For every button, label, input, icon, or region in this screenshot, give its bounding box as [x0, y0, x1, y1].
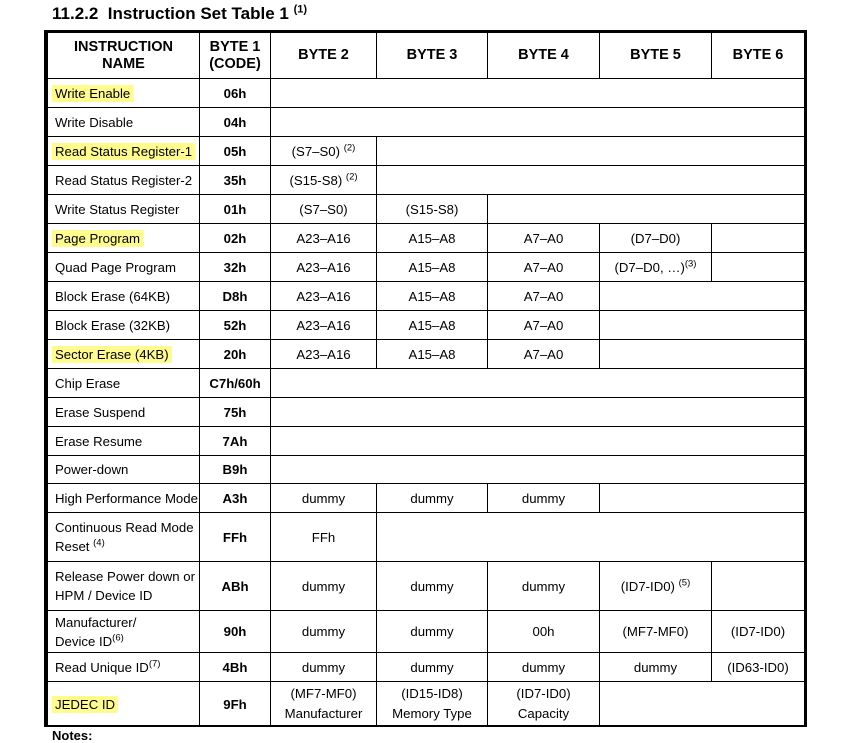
byte2-cell: dummy [271, 653, 377, 682]
byte3-cell: (ID15-ID8) Memory Type [377, 682, 488, 727]
byte4-cell: A7–A0 [488, 282, 600, 311]
notes-label: Notes: [52, 728, 93, 743]
section-number: 11.2.2 [52, 4, 99, 23]
table-row [48, 340, 805, 369]
empty-cell [488, 195, 805, 224]
byte6-cell: (ID63-ID0) [712, 653, 805, 682]
table-row [48, 682, 805, 727]
instruction-code: ABh [200, 562, 271, 611]
byte2-cell: A23–A16 [271, 253, 377, 282]
table-row [48, 137, 805, 166]
instruction-code: 75h [200, 398, 271, 427]
instruction-name: Write Disable [48, 108, 200, 137]
instruction-table [44, 30, 807, 727]
table-row [48, 484, 805, 513]
byte3-cell: dummy [377, 562, 488, 611]
byte3-cell: dummy [377, 653, 488, 682]
table-row [48, 166, 805, 195]
byte6-cell [712, 562, 805, 611]
byte3-cell: (S15-S8) [377, 195, 488, 224]
byte5-cell: (D7–D0, …)$^{(3)}$ [600, 253, 712, 282]
instruction-name: Release Power down or HPM / Device ID [48, 562, 200, 611]
byte2-cell: dummy [271, 484, 377, 513]
byte2-cell: A23–A16 [271, 340, 377, 369]
table-row [48, 311, 805, 340]
table-row [48, 369, 805, 398]
byte2-cell: A23–A16 [271, 282, 377, 311]
table-row [48, 282, 805, 311]
byte4-cell: A7–A0 [488, 224, 600, 253]
byte2-cell: A23–A16 [271, 311, 377, 340]
instruction-name: Manufacturer/ Device ID$^{(6)}$ [48, 611, 200, 653]
instruction-name: Block Erase (32KB) [48, 311, 200, 340]
table-row [48, 456, 805, 484]
empty-cell [271, 398, 805, 427]
empty-cell [271, 108, 805, 137]
table-row [48, 398, 805, 427]
empty-cell [271, 79, 805, 108]
instruction-name: Write Enable [48, 79, 200, 108]
empty-cell [271, 427, 805, 456]
instruction-name: Erase Resume [48, 427, 200, 456]
instruction-code: 7Ah [200, 427, 271, 456]
empty-cell [377, 513, 805, 562]
table-row [48, 427, 805, 456]
instruction-name: Erase Suspend [48, 398, 200, 427]
table-row [48, 653, 805, 682]
instruction-code: 20h [200, 340, 271, 369]
instruction-code: 01h [200, 195, 271, 224]
header-byte3: BYTE 3 [377, 33, 488, 79]
table-row [48, 195, 805, 224]
instruction-code: 35h [200, 166, 271, 195]
instruction-code: D8h [200, 282, 271, 311]
instruction-name: Page Program [48, 224, 200, 253]
byte5-cell: (D7–D0) [600, 224, 712, 253]
section-title: Instruction Set Table 1 [107, 4, 289, 23]
header-instruction-name: INSTRUCTION NAME [48, 33, 200, 79]
byte2-cell: FFh [271, 513, 377, 562]
instruction-code: B9h [200, 456, 271, 484]
byte3-cell: A15–A8 [377, 224, 488, 253]
empty-cell [271, 456, 805, 484]
byte4-cell: A7–A0 [488, 340, 600, 369]
instruction-code: 32h [200, 253, 271, 282]
byte3-cell: dummy [377, 484, 488, 513]
byte4-cell: 00h [488, 611, 600, 653]
byte3-cell: dummy [377, 611, 488, 653]
section-footnote-ref: (1) [293, 3, 308, 16]
byte2-cell: A23–A16 [271, 224, 377, 253]
instruction-name: Chip Erase [48, 369, 200, 398]
instruction-code: 05h [200, 137, 271, 166]
table-row [48, 108, 805, 137]
header-byte6: BYTE 6 [712, 33, 805, 79]
instruction-name: Sector Erase (4KB) [48, 340, 200, 369]
header-byte2: BYTE 2 [271, 33, 377, 79]
header-byte1: BYTE 1 (CODE) [200, 33, 271, 79]
empty-cell [600, 682, 805, 727]
byte5-cell: dummy [600, 653, 712, 682]
section-heading [52, 4, 307, 24]
instruction-code: FFh [200, 513, 271, 562]
instruction-name: Block Erase (64KB) [48, 282, 200, 311]
empty-cell [271, 369, 805, 398]
byte4-cell: dummy [488, 562, 600, 611]
instruction-code: 4Bh [200, 653, 271, 682]
empty-cell [600, 311, 805, 340]
byte4-cell: dummy [488, 484, 600, 513]
byte2-cell: (S7–S0) $^{(2)}$ [271, 137, 377, 166]
byte2-cell: dummy [271, 562, 377, 611]
byte3-cell: A15–A8 [377, 253, 488, 282]
byte4-cell: dummy [488, 653, 600, 682]
empty-cell [600, 340, 805, 369]
byte2-cell: (S7–S0) [271, 195, 377, 224]
table-row [48, 224, 805, 253]
instruction-name: JEDEC ID [48, 682, 200, 727]
instruction-name: Power-down [48, 456, 200, 484]
byte6-cell: (ID7-ID0) [712, 611, 805, 653]
table-row [48, 253, 805, 282]
byte2-cell: (S15-S8) $^{(2)}$ [271, 166, 377, 195]
empty-cell [377, 137, 805, 166]
empty-cell [377, 166, 805, 195]
instruction-name: Continuous Read Mode Reset $^{(4)}$ [48, 513, 200, 562]
byte3-cell: A15–A8 [377, 282, 488, 311]
instruction-name: Read Status Register-2 [48, 166, 200, 195]
table-row [48, 562, 805, 611]
byte4-cell: A7–A0 [488, 311, 600, 340]
instruction-name: High Performance Mode [48, 484, 200, 513]
instruction-code: 06h [200, 79, 271, 108]
header-row [48, 33, 805, 79]
byte6-cell [712, 253, 805, 282]
table-row [48, 611, 805, 653]
byte5-cell: (ID7-ID0) $^{(5)}$ [600, 562, 712, 611]
byte3-cell: A15–A8 [377, 311, 488, 340]
instruction-code: 9Fh [200, 682, 271, 727]
instruction-code: 90h [200, 611, 271, 653]
instruction-name: Read Unique ID$^{(7)}$ [48, 653, 200, 682]
byte3-cell: A15–A8 [377, 340, 488, 369]
instruction-code: 04h [200, 108, 271, 137]
byte2-cell: (MF7-MF0) Manufacturer [271, 682, 377, 727]
instruction-code: 52h [200, 311, 271, 340]
byte5-cell: (MF7-MF0) [600, 611, 712, 653]
empty-cell [600, 282, 805, 311]
header-byte4: BYTE 4 [488, 33, 600, 79]
instruction-name: Quad Page Program [48, 253, 200, 282]
byte4-cell: (ID7-ID0) Capacity [488, 682, 600, 727]
table-row [48, 79, 805, 108]
instruction-name: Write Status Register [48, 195, 200, 224]
byte6-cell [712, 224, 805, 253]
instruction-name: Read Status Register-1 [48, 137, 200, 166]
byte4-cell: A7–A0 [488, 253, 600, 282]
instruction-code: A3h [200, 484, 271, 513]
header-byte5: BYTE 5 [600, 33, 712, 79]
empty-cell [600, 484, 805, 513]
instruction-code: C7h/60h [200, 369, 271, 398]
byte2-cell: dummy [271, 611, 377, 653]
table-row [48, 513, 805, 562]
instruction-code: 02h [200, 224, 271, 253]
